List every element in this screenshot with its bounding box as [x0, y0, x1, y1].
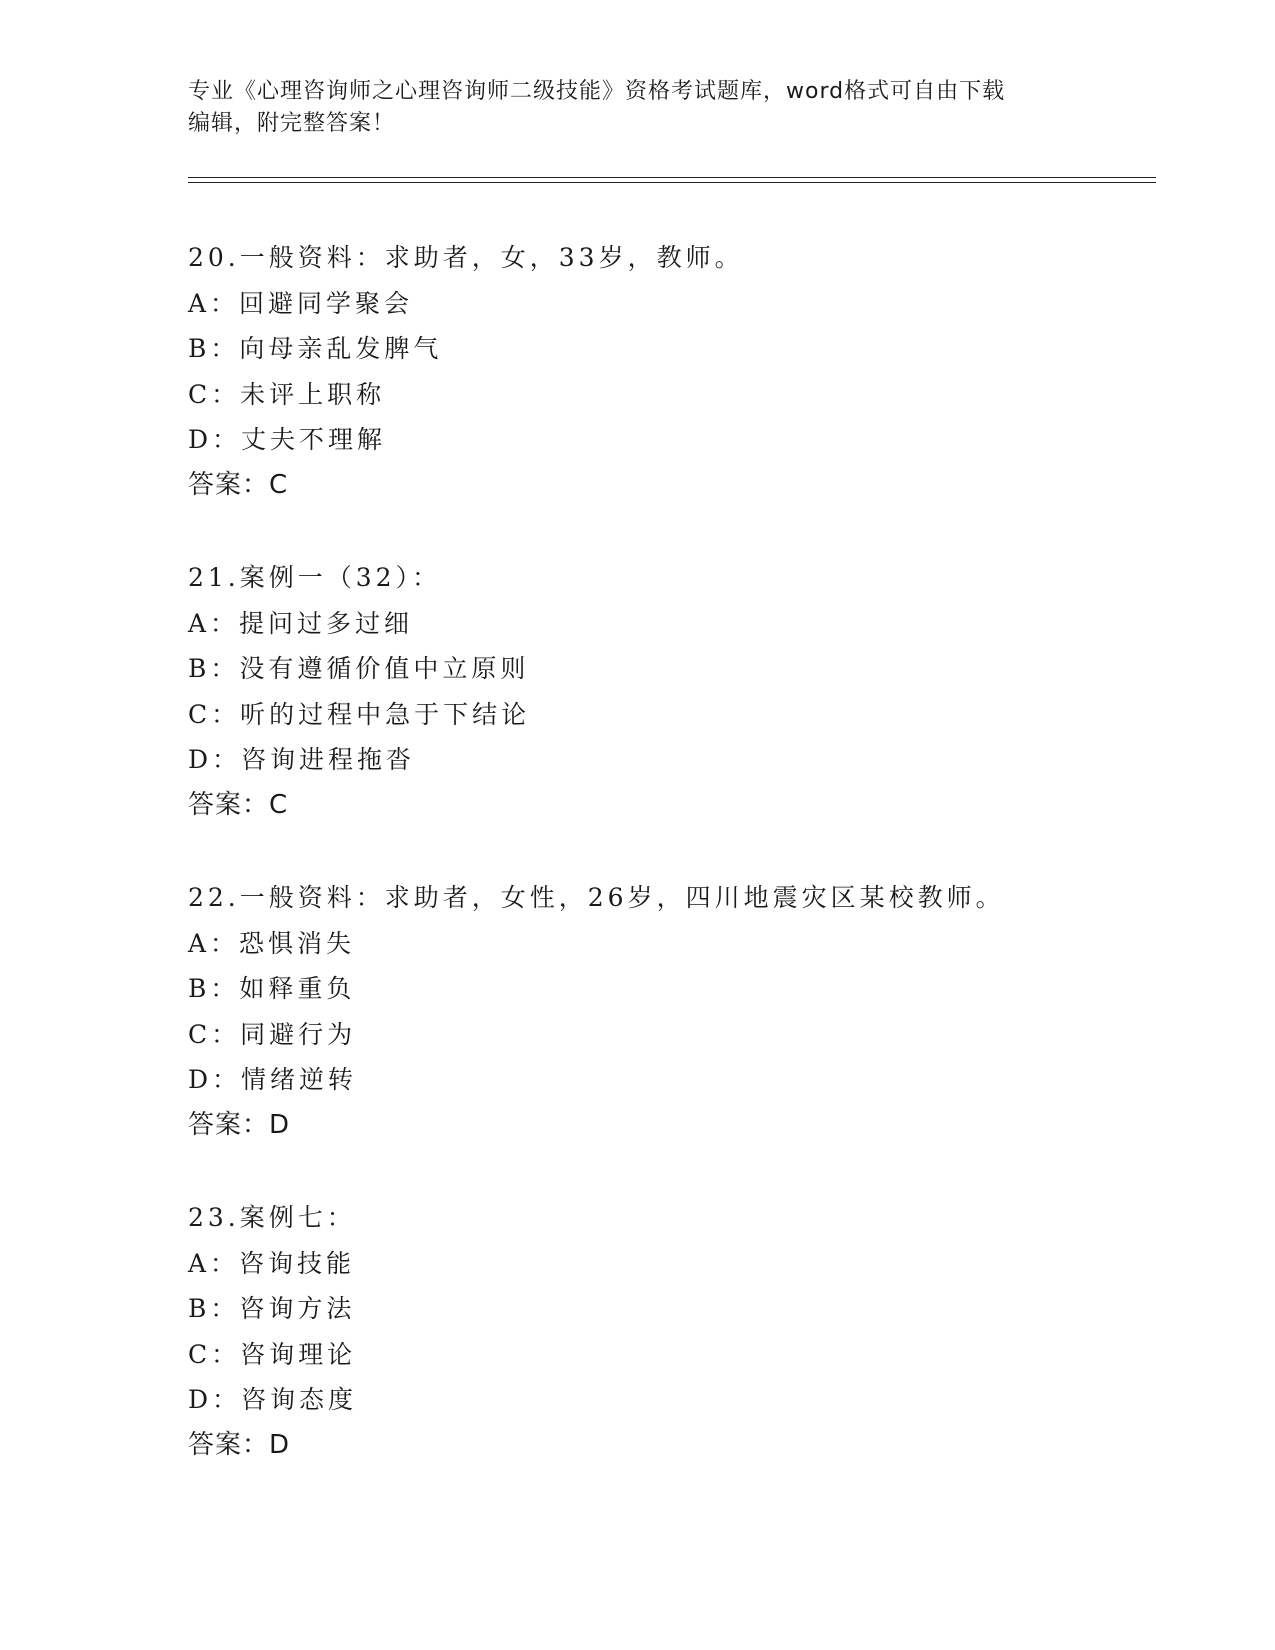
question-21 — [188, 555, 1188, 829]
question-22 — [188, 875, 1188, 1149]
header-divider-top — [188, 177, 1156, 178]
question-stem: 21.案例一（32）： — [188, 563, 442, 592]
answer-line: 答案：D — [188, 1429, 291, 1460]
option-a: A：恐惧消失 — [188, 928, 356, 958]
question-stem: 22.一般资料：求助者，女性，26岁，四川地震灾区某校教师。 — [188, 883, 1005, 912]
header-line-2: 编辑，附完整答案！ — [188, 111, 396, 136]
option-a: A：回避同学聚会 — [188, 288, 414, 318]
option-a: A：咨询技能 — [188, 1248, 356, 1278]
option-d: D：情绪逆转 — [188, 1065, 358, 1095]
question-23 — [188, 1195, 1188, 1469]
answer-line: 答案：C — [188, 469, 289, 500]
option-b: B：咨询方法 — [188, 1294, 356, 1324]
header-line-1: 专业《心理咨询师之心理咨询师二级技能》资格考试题库，word格式可自由下载 — [188, 79, 1006, 104]
answer-line: 答案：D — [188, 1109, 291, 1140]
option-b: B：向母亲乱发脾气 — [188, 334, 443, 364]
option-d: D：丈夫不理解 — [188, 425, 387, 455]
option-c: C：同避行为 — [188, 1019, 357, 1049]
option-c: C：未评上职称 — [188, 379, 386, 409]
option-c: C：咨询理论 — [188, 1339, 357, 1369]
option-b: B：没有遵循价值中立原则 — [188, 654, 530, 684]
question-20 — [188, 235, 1188, 509]
option-d: D：咨询进程拖沓 — [188, 745, 416, 775]
option-b: B：如释重负 — [188, 974, 356, 1004]
header-divider-bottom — [188, 182, 1156, 183]
document-header — [188, 76, 1088, 140]
option-c: C：听的过程中急于下结论 — [188, 699, 531, 729]
question-stem: 20.一般资料：求助者，女，33岁，教师。 — [188, 243, 744, 272]
question-stem: 23.案例七： — [188, 1203, 356, 1232]
option-d: D：咨询态度 — [188, 1385, 358, 1415]
option-a: A：提问过多过细 — [188, 608, 414, 638]
answer-line: 答案：C — [188, 789, 289, 820]
